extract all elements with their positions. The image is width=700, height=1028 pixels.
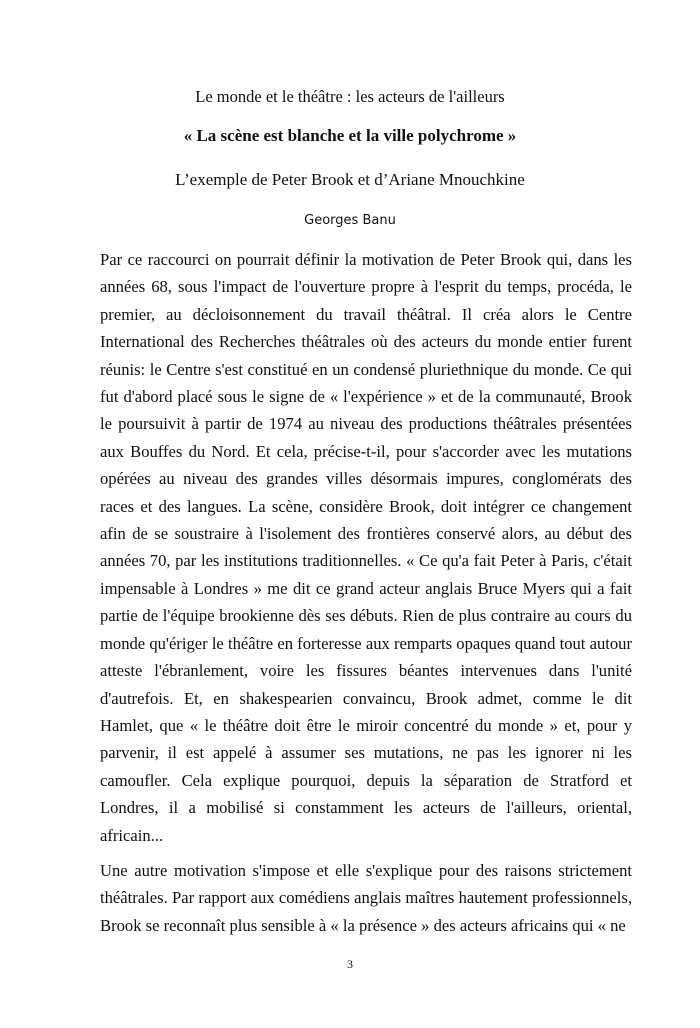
body-paragraph-1-container: [100, 246, 632, 849]
author-name: Georges Banu: [304, 213, 396, 228]
page-number: 3: [347, 957, 353, 971]
body-paragraph-2-container: [100, 857, 632, 939]
body-paragraph: Par ce raccourci on pourrait définir la motivation de Peter Brook qui, dans les années 68, sous l'impact de l'ouverture propre à l'esprit du temps, procéda, le premier, au décloisonnement du travail théâtral. Il créa alors le Centre International des Recherches théâtrales où des acteurs du monde entier furent réunis: le Centre s'est constitué en un condensé pluriethnique du monde. Ce qui fut d'abord placé sous le signe de « l'expérience » et de la communauté, Brook le poursuivit à partir de 1974 au niveau des productions théâtrales présentées aux Bouffes du Nord. Et cela, précise-t-il, pour s'accorder avec les mutations opérées au niveau des grandes villes désormais impures, conglomérats des races et des langues. La scène, considère Brook, doit intégrer ce changement afin de se soustraire à l'isolement des frontières conservé alors, au début des années 70, par les institutions traditionnelles. « Ce qu'a fait Peter à Paris, c'était impensable à Londres » me dit ce grand acteur anglais Bruce Myers qui a fait partie de l'équipe brookienne dès ses débuts. Rien de plus contraire au cours du monde qu'ériger le théâtre en forteresse aux remparts opaques quand tout autour atteste l'ébranlement, voire les fissures béantes intervenues dans l'unité d'autrefois. Et, en shakespearien convaincu, Brook admet, comme le dit Hamlet, que « le théâtre doit être le miroir concentré du monde » et, pour y parvenir, il est appelé à assumer ses mutations, ne pas les ignorer ni les camoufler. Cela explique pourquoi, depuis la séparation de Stratford et Londres, il a mobilisé si constamment les acteurs de l'ailleurs, oriental, africain...: [100, 250, 632, 845]
body-paragraph: Une autre motivation s'impose et elle s'explique pour des raisons strictement théâtrales. Par rapport aux comédiens anglais maîtres hautement professionnels, Brook se reconnaît plus sensible à « la présence » des acteurs africains qui « ne: [100, 861, 632, 935]
subtitle: L’exemple de Peter Brook et d’Ariane Mnouchkine: [175, 170, 525, 189]
topic-heading: Le monde et le théâtre : les acteurs de l'ailleurs: [195, 87, 505, 106]
page-title: « La scène est blanche et la ville polychrome »: [183, 126, 517, 145]
